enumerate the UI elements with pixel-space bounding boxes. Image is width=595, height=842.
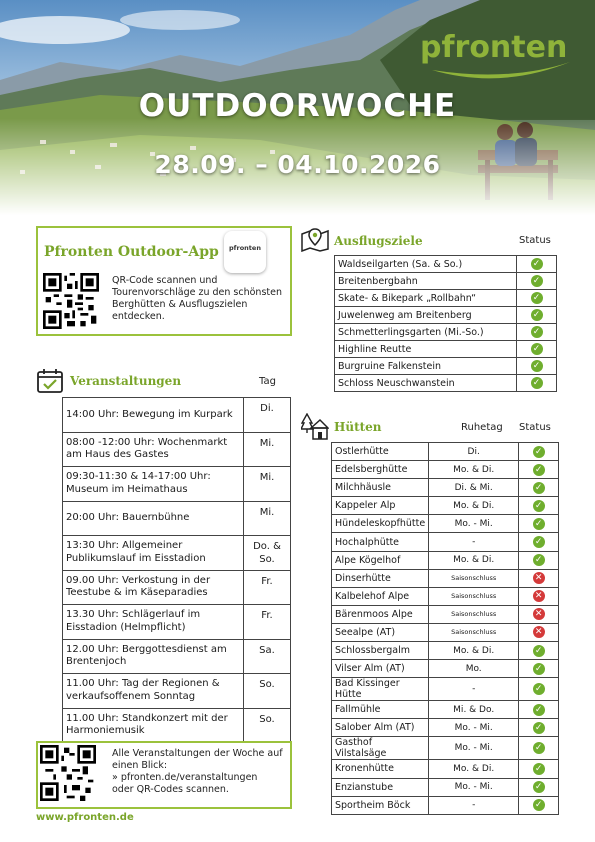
table-row: [63, 467, 291, 502]
table-row: [332, 515, 559, 533]
table-row: [63, 674, 291, 709]
hut-rest-day: Mi. & Do.: [429, 701, 519, 719]
table-row: [335, 290, 557, 307]
status-open-icon: ✓: [533, 722, 545, 734]
table-row: [332, 551, 559, 569]
hut-name: Alpe Kögelhof: [332, 551, 429, 569]
hut-rest-day: Mo. & Di.: [429, 760, 519, 778]
status-open-icon: ✓: [533, 781, 545, 793]
table-row: [332, 533, 559, 551]
hut-name: Hündeleskopfhütte: [332, 515, 429, 533]
hut-status: [519, 719, 559, 737]
hut-rest-day: Mo. & Di.: [429, 497, 519, 515]
event-text: 09:30-11:30 & 14-17:00 Uhr: Museum im Heimathaus: [63, 467, 244, 502]
excursion-name: Highline Reutte: [335, 341, 517, 358]
excursion-name: Schloss Neuschwanstein: [335, 375, 517, 392]
status-open-icon: ✓: [533, 742, 545, 754]
hut-rest-day: Mo. - Mi.: [429, 737, 519, 760]
app-title: Pfronten Outdoor-App: [44, 244, 219, 260]
excursion-name: Juwelenweg am Breitenberg: [335, 307, 517, 324]
hut-status: [519, 587, 559, 605]
app-icon[interactable]: [224, 231, 266, 273]
hut-name: Kronenhütte: [332, 760, 429, 778]
hut-name: Sportheim Böck: [332, 796, 429, 814]
event-dates: 28.09. – 04.10.2026: [154, 150, 441, 179]
hut-rest-day: Mo. & Di.: [429, 642, 519, 660]
status-open-icon: ✓: [533, 554, 545, 566]
hut-rest-day: Mo. - Mi.: [429, 719, 519, 737]
event-day: Di.: [244, 398, 291, 433]
status-open-icon: ✓: [533, 704, 545, 716]
event-day: So.: [244, 708, 291, 743]
hut-name: Bad Kissinger Hütte: [332, 678, 429, 701]
map-pin-icon: [301, 226, 329, 252]
status-open-icon: ✓: [531, 275, 543, 287]
excursion-name: Waldseilgarten (Sa. & So.): [335, 256, 517, 273]
excursion-name: Schmetterlingsgarten (Mi.-So.): [335, 324, 517, 341]
table-row: [63, 432, 291, 467]
event-text: 13:30 Uhr: Allgemeiner Publikumslauf im Eisstadion: [63, 536, 244, 571]
status-closed-icon: ✕: [533, 608, 545, 620]
hut-status: [519, 497, 559, 515]
excursion-status: [517, 307, 557, 324]
app-qr-code-icon[interactable]: [43, 273, 99, 329]
table-row: [332, 479, 559, 497]
excursions-table: [334, 255, 557, 392]
table-row: [332, 642, 559, 660]
hut-name: Fallmühle: [332, 701, 429, 719]
excursion-status: [517, 256, 557, 273]
events-table: [62, 397, 291, 743]
table-row: [335, 341, 557, 358]
hut-status: [519, 623, 559, 641]
event-text: 14:00 Uhr: Bewegung im Kurpark: [63, 398, 244, 433]
events-title: Veranstaltungen: [70, 374, 182, 388]
event-text: 13.30 Uhr: Schlägerlauf im Eisstadion (Helmpflicht): [63, 605, 244, 640]
table-row: [335, 358, 557, 375]
app-icon-label: pfronten: [229, 244, 261, 252]
table-row: [332, 701, 559, 719]
excursion-status: [517, 290, 557, 307]
table-row: [63, 708, 291, 743]
excursions-title: Ausflugsziele: [334, 234, 423, 248]
app-description: QR-Code scannen und Tourenvorschläge zu den schönsten Berghütten & Ausflugszielen entdecken.: [112, 275, 282, 322]
event-day: Mi.: [244, 467, 291, 502]
footer-website-link[interactable]: www.pfronten.de: [36, 812, 134, 823]
hut-status: [519, 533, 559, 551]
event-day: Mi.: [244, 432, 291, 467]
huts-table: [331, 442, 559, 815]
table-row: [332, 796, 559, 814]
hut-name: Kalbelehof Alpe: [332, 587, 429, 605]
table-row: [335, 256, 557, 273]
hut-rest-day: Mo. - Mi.: [429, 778, 519, 796]
excursion-status: [517, 273, 557, 290]
table-row: [335, 273, 557, 290]
hut-status: [519, 778, 559, 796]
status-open-icon: ✓: [531, 377, 543, 389]
excursion-status: [517, 341, 557, 358]
hut-name: Kappeler Alp: [332, 497, 429, 515]
hut-rest-day: Saisonschluss: [429, 569, 519, 587]
hut-status: [519, 760, 559, 778]
events-note-text: [112, 748, 292, 796]
table-row: [332, 569, 559, 587]
hut-rest-day: -: [429, 796, 519, 814]
events-note-line3: oder QR-Codes scannen.: [112, 784, 229, 795]
hut-name: Edelsberghütte: [332, 461, 429, 479]
status-open-icon: ✓: [533, 763, 545, 775]
events-qr-code-icon[interactable]: [40, 745, 96, 801]
table-row: [332, 760, 559, 778]
hut-status: [519, 642, 559, 660]
status-open-icon: ✓: [533, 645, 545, 657]
table-row: [335, 375, 557, 392]
hut-status: [519, 678, 559, 701]
table-row: [332, 678, 559, 701]
events-day-header: Tag: [259, 376, 276, 387]
hut-status: [519, 443, 559, 461]
table-row: [63, 605, 291, 640]
table-row: [332, 660, 559, 678]
hut-name: Salober Alm (AT): [332, 719, 429, 737]
hut-name: Vilser Alm (AT): [332, 660, 429, 678]
table-row: [63, 536, 291, 571]
hut-status: [519, 660, 559, 678]
event-text: 09.00 Uhr: Verkostung in der Teestube & im Käseparadies: [63, 570, 244, 605]
event-day: Mi.: [244, 501, 291, 536]
table-row: [335, 324, 557, 341]
hut-name: Hochalphütte: [332, 533, 429, 551]
event-text: 20:00 Uhr: Bauernbühne: [63, 501, 244, 536]
hut-rest-day: Di. & Mi.: [429, 479, 519, 497]
excursion-name: Breitenbergbahn: [335, 273, 517, 290]
event-day: So.: [244, 674, 291, 709]
hut-name: Dinserhütte: [332, 569, 429, 587]
hut-rest-day: Di.: [429, 443, 519, 461]
table-row: [332, 461, 559, 479]
event-day: Do. & So.: [244, 536, 291, 571]
excursion-name: Skate- & Bikepark „Rollbahn“: [335, 290, 517, 307]
status-open-icon: ✓: [533, 464, 545, 476]
hut-name: Ostlerhütte: [332, 443, 429, 461]
hut-name: Milchhäusle: [332, 479, 429, 497]
hut-rest-day: -: [429, 678, 519, 701]
hut-status: [519, 569, 559, 587]
excursions-status-header: Status: [519, 235, 551, 246]
status-open-icon: ✓: [533, 799, 545, 811]
hut-status: [519, 479, 559, 497]
status-closed-icon: ✕: [533, 626, 545, 638]
hut-status: [519, 605, 559, 623]
status-open-icon: ✓: [533, 446, 545, 458]
status-open-icon: ✓: [531, 360, 543, 372]
hut-status: [519, 461, 559, 479]
status-closed-icon: ✕: [533, 590, 545, 602]
hut-status: [519, 701, 559, 719]
hut-rest-day: Saisonschluss: [429, 605, 519, 623]
table-row: [332, 587, 559, 605]
huts-status-header: Status: [519, 422, 551, 433]
page-title: OUTDOORWOCHE: [138, 88, 457, 124]
hut-name: Seealpe (AT): [332, 623, 429, 641]
brand-logo: pfronten: [420, 30, 568, 65]
hut-name: Schlossbergalm: [332, 642, 429, 660]
event-text: 12.00 Uhr: Berggottesdienst am Brentenjoch: [63, 639, 244, 674]
table-row: [63, 398, 291, 433]
hut-icon: [301, 413, 329, 441]
table-row: [335, 307, 557, 324]
excursion-name: Burgruine Falkenstein: [335, 358, 517, 375]
hut-rest-day: Saisonschluss: [429, 623, 519, 641]
huts-rest-header: Ruhetag: [461, 422, 503, 433]
hut-name: Enzianstube: [332, 778, 429, 796]
status-open-icon: ✓: [533, 482, 545, 494]
hut-status: [519, 737, 559, 760]
status-open-icon: ✓: [533, 683, 545, 695]
event-day: Sa.: [244, 639, 291, 674]
hut-rest-day: Mo. & Di.: [429, 551, 519, 569]
status-open-icon: ✓: [531, 292, 543, 304]
hut-name: Bärenmoos Alpe: [332, 605, 429, 623]
events-note-line1: Alle Veranstaltungen der Woche auf einen Blick:: [112, 748, 283, 771]
status-open-icon: ✓: [531, 343, 543, 355]
status-open-icon: ✓: [531, 326, 543, 338]
excursion-status: [517, 375, 557, 392]
status-open-icon: ✓: [531, 258, 543, 270]
table-row: [332, 497, 559, 515]
hut-rest-day: Saisonschluss: [429, 587, 519, 605]
status-closed-icon: ✕: [533, 572, 545, 584]
table-row: [63, 639, 291, 674]
huts-title: Hütten: [334, 420, 382, 434]
event-text: 11.00 Uhr: Standkonzert mit der Harmoniemusik: [63, 708, 244, 743]
hut-status: [519, 551, 559, 569]
status-open-icon: ✓: [531, 309, 543, 321]
excursion-status: [517, 358, 557, 375]
hut-rest-day: Mo. & Di.: [429, 461, 519, 479]
event-text: 11.00 Uhr: Tag der Regionen & verkaufsoffenem Sonntag: [63, 674, 244, 709]
table-row: [332, 443, 559, 461]
excursion-status: [517, 324, 557, 341]
hut-rest-day: -: [429, 533, 519, 551]
hut-status: [519, 796, 559, 814]
table-row: [332, 719, 559, 737]
table-row: [63, 570, 291, 605]
status-open-icon: ✓: [533, 500, 545, 512]
table-row: [332, 623, 559, 641]
status-open-icon: ✓: [533, 536, 545, 548]
table-row: [63, 501, 291, 536]
hut-status: [519, 515, 559, 533]
table-row: [332, 605, 559, 623]
hut-name: Gasthof Vilstalsäge: [332, 737, 429, 760]
status-open-icon: ✓: [533, 663, 545, 675]
event-day: Fr.: [244, 605, 291, 640]
event-day: Fr.: [244, 570, 291, 605]
event-text: 08:00 -12:00 Uhr: Wochenmarkt am Haus des Gastes: [63, 432, 244, 467]
table-row: [332, 737, 559, 760]
hut-rest-day: Mo.: [429, 660, 519, 678]
events-link[interactable]: » pfronten.de/veranstaltungen: [112, 772, 258, 783]
status-open-icon: ✓: [533, 518, 545, 530]
calendar-check-icon: [36, 368, 64, 394]
hut-rest-day: Mo. - Mi.: [429, 515, 519, 533]
table-row: [332, 778, 559, 796]
